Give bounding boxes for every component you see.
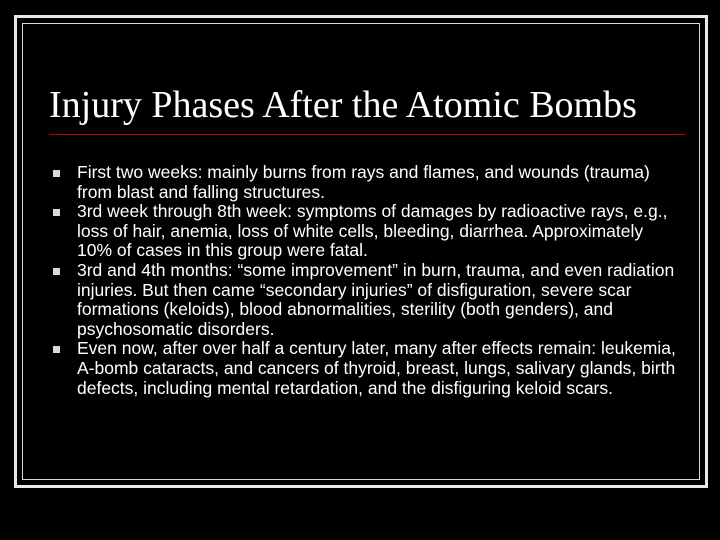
bullet-text: First two weeks: mainly burns from rays and flames, and wounds (trauma) from blast and falling structures. — [77, 162, 650, 202]
bullet-text: 3rd week through 8th week: symptoms of damages by radioactive rays, e.g., loss of hair, anemia, loss of white cells, bleeding, diarrhea. Approximately 10% of cases in this group were fatal. — [77, 201, 668, 261]
title-divider — [49, 134, 685, 135]
bullet-text: Even now, after over half a century later, many after effects remain: leukemia, A-bomb cataracts, and cancers of thyroid, breast, lungs, salivary glands, birth defects, including mental retardation, and the disfiguring keloid scars. — [77, 338, 676, 398]
square-bullet-icon — [53, 268, 60, 275]
square-bullet-icon — [53, 346, 60, 353]
bullet-item — [52, 202, 680, 261]
bullet-text: 3rd and 4th months: “some improvement” in burn, trauma, and even radiation injuries. But then came “secondary injuries” of disfiguration, severe scar formations (keloids), blood abnormalities, sterility (both genders), and psychosomatic disorders. — [77, 259, 675, 339]
bullet-item — [52, 163, 680, 202]
square-bullet-icon — [53, 209, 60, 216]
bullet-list — [52, 163, 680, 398]
square-bullet-icon — [53, 170, 60, 177]
bullet-item — [52, 261, 680, 339]
bullet-item — [52, 339, 680, 398]
slide-title: Injury Phases After the Atomic Bombs — [49, 84, 637, 126]
